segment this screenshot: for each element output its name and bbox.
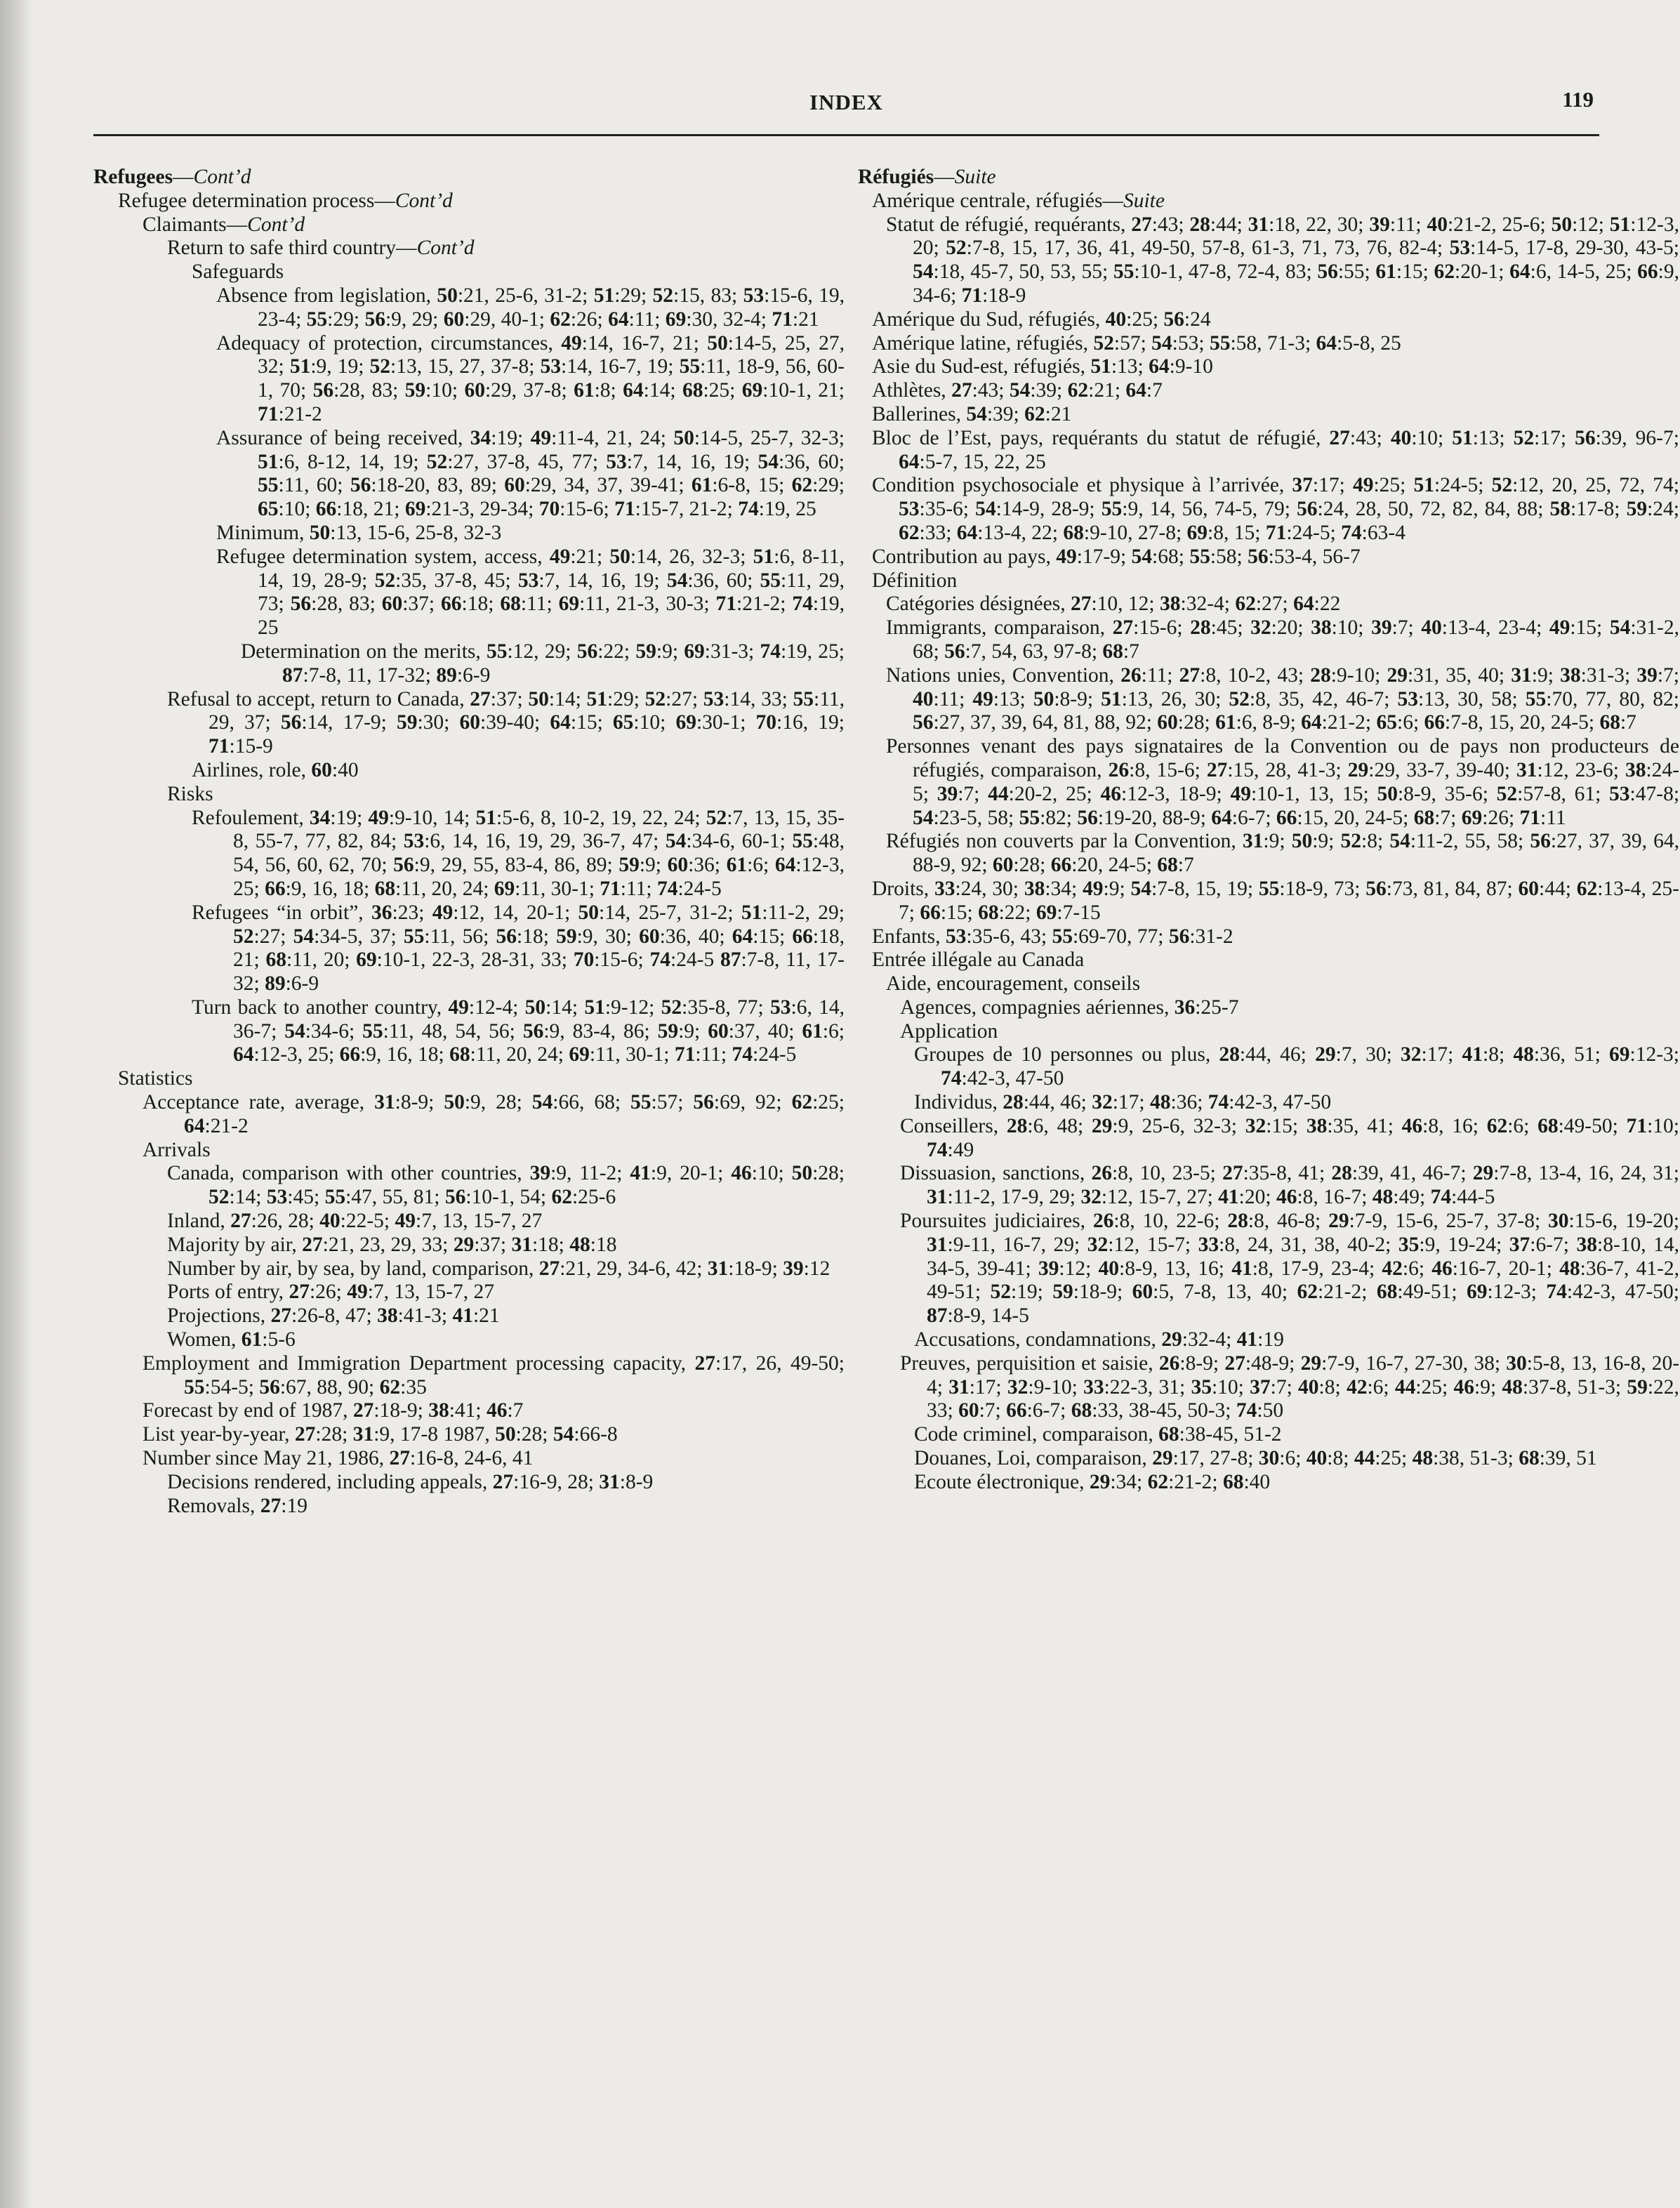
index-entry: Conseillers, 28:6, 48; 29:9, 25-6, 32-3; 32:15; 38:35, 41; 46:8, 16; 62:6; 68:49-50; 71:10; 74:49 <box>900 1114 1679 1161</box>
index-entry: Douanes, Loi, comparaison, 29:17, 27-8; 30:6; 40:8; 44:25; 48:38, 51-3; 68:39, 51 <box>914 1447 1597 1470</box>
index-entry: Définition <box>872 569 958 592</box>
index-entry: Athlètes, 27:43; 54:39; 62:21; 64:7 <box>872 379 1163 402</box>
index-entry: Adequacy of protection, circumstances, 49:14, 16-7, 21; 50:14-5, 25, 27, 32; 51:9, 19; 52:13, 15, 27, 37-8; 53:14, 16-7, 19; 55:11, 18-9, 56, 60-1, 70; 56:28, 83; 59:10; 60:29, 37-8; 61:8; 64:14; 68:25; 69:10-1, 21; 71:21-2 <box>216 331 845 425</box>
index-entry: Claimants—Cont’d <box>143 213 305 236</box>
index-entry: Personnes venant des pays signataires de la Convention ou de pays non producteurs de réfugiés, comparaison, 26:8, 15-6; 27:15, 28, 41-3; 29:29, 33-7, 39-40; 31:12, 23-6; 38:24-5; 39:7; 44:20-2, 25; 46:12-3, 18-9; 49:10-1, 13, 15; 50:8-9, 35-6; 52:57-8, 61; 53:47-8; 54:23-5, 58; 55:82; 56:19-20, 88-9; 64:6-7; 66:15, 20, 24-5; 68:7; 69:26; 71:11 <box>886 735 1680 829</box>
index-entry: Removals, 27:19 <box>167 1494 307 1517</box>
index-entry: Minimum, 50:13, 15-6, 25-8, 32-3 <box>216 521 502 544</box>
index-entry: Refugee determination system, access, 49:21; 50:14, 26, 32-3; 51:6, 8-11, 14, 19, 28-9; 52:35, 37-8, 45; 53:7, 14, 16, 19; 54:36, 60; 55:11, 29, 73; 56:28, 83; 60:37; 66:18; 68:11; 69:11, 21-3, 30-3; 71:21-2; 74:19, 25 <box>216 545 845 640</box>
index-entry: Amérique latine, réfugiés, 52:57; 54:53; 55:58, 71-3; 64:5-8, 25 <box>872 331 1401 355</box>
index-entry: Forecast by end of 1987, 27:18-9; 38:41; 46:7 <box>143 1399 524 1422</box>
index-entry: Application <box>900 1019 998 1043</box>
index-entry: Refugees “in orbit”, 36:23; 49:12, 14, 20-1; 50:14, 25-7, 31-2; 51:11-2, 29; 52:27; 54:34-5, 37; 55:11, 56; 56:18; 59:9, 30; 60:36, 40; 64:15; 66:18, 21; 68:11, 20; 69:10-1, 22-3, 28-31, 33; 70:15-6; 74:24-5 87:7-8, 11, 17-32; 89:6-9 <box>192 901 845 996</box>
index-entry: Aide, encouragement, conseils <box>886 972 1141 996</box>
index-entry: Number since May 21, 1986, 27:16-8, 24-6, 41 <box>143 1447 534 1470</box>
page-title: INDEX <box>809 90 883 114</box>
index-entry: Accusations, condamnations, 29:32-4; 41:19 <box>914 1328 1284 1351</box>
index-entry: Condition psychosociale et physique à l’arrivée, 37:17; 49:25; 51:24-5; 52:12, 20, 25, 72, 74; 53:35-6; 54:14-9, 28-9; 55:9, 14, 56, 74-5, 79; 56:24, 28, 50, 72, 82, 84, 88; 58:17-8; 59:24; 62:33; 64:13-4, 22; 68:9-10, 27-8; 69:8, 15; 71:24-5; 74:63-4 <box>872 474 1680 544</box>
index-entry: Agences, compagnies aériennes, 36:25-7 <box>900 996 1239 1019</box>
page-number: 119 <box>1562 87 1594 112</box>
index-entry: Ballerines, 54:39; 62:21 <box>872 402 1072 425</box>
index-entry: Poursuites judiciaires, 26:8, 10, 22-6; 28:8, 46-8; 29:7-9, 15-6, 25-7, 37-8; 30:15-6, 19-20; 31:9-11, 16-7, 29; 32:12, 15-7; 33:8, 24, 31, 38, 40-2; 35:9, 19-24; 37:6-7; 38:8-10, 14, 34-5, 39-41; 39:12; 40:8-9, 13, 16; 41:8, 17-9, 23-4; 42:6; 46:16-7, 20-1; 48:36-7, 41-2, 49-51; 52:19; 59:18-9; 60:5, 7-8, 13, 40; 62:21-2; 68:49-51; 69:12-3; 74:42-3, 47-50; 87:8-9, 14-5 <box>900 1210 1680 1328</box>
index-entry: Risks <box>167 782 213 805</box>
index-entry: Employment and Immigration Department processing capacity, 27:17, 26, 49-50; 55:54-5; 56:67, 88, 90; 62:35 <box>143 1351 845 1399</box>
index-entry: Airlines, role, 60:40 <box>192 758 359 781</box>
index-entry: Refugee determination process—Cont’d <box>118 189 453 212</box>
index-entry: Safeguards <box>192 260 284 284</box>
index-entry: Ports of entry, 27:26; 49:7, 13, 15-7, 27 <box>167 1281 494 1304</box>
index-entry: Refoulement, 34:19; 49:9-10, 14; 51:5-6, 8, 10-2, 19, 22, 24; 52:7, 13, 15, 35-8, 55-7, 77, 82, 84; 53:6, 14, 16, 19, 29, 36-7, 47; 54:34-6, 60-1; 55:48, 54, 56, 60, 62, 70; 56:9, 29, 55, 83-4, 86, 89; 59:9; 60:36; 61:6; 64:12-3, 25; 66:9, 16, 18; 68:11, 20, 24; 69:11, 30-1; 71:11; 74:24-5 <box>192 806 845 900</box>
right-column <box>858 166 1679 1495</box>
index-entry: Return to safe third country—Cont’d <box>167 237 475 260</box>
index-entry: Number by air, by sea, by land, comparison, 27:21, 29, 34-6, 42; 31:18-9; 39:12 <box>167 1257 831 1280</box>
index-entry: Enfants, 53:35-6, 43; 55:69-70, 77; 56:31-2 <box>872 925 1233 948</box>
index-entry: Bloc de l’Est, pays, requérants du statut de réfugié, 27:43; 40:10; 51:13; 52:17; 56:39, 96-7; 64:5-7, 15, 22, 25 <box>872 426 1679 473</box>
index-entry: Preuves, perquisition et saisie, 26:8-9; 27:48-9; 29:7-9, 16-7, 27-30, 38; 30:5-8, 13, 16-8, 20-4; 31:17; 32:9-10; 33:22-3, 31; 35:10; 37:7; 40:8; 42:6; 44:25; 46:9; 48:37-8, 51-3; 59:22, 33; 60:7; 66:6-7; 68:33, 38-45, 50-3; 74:50 <box>900 1351 1680 1422</box>
index-entry: Statistics <box>118 1067 193 1090</box>
index-entry: Inland, 27:26, 28; 40:22-5; 49:7, 13, 15-7, 27 <box>167 1210 543 1233</box>
index-entry: Amérique centrale, réfugiés—Suite <box>872 189 1165 212</box>
index-entry: Projections, 27:26-8, 47; 38:41-3; 41:21 <box>167 1304 500 1328</box>
index-entry: Individus, 28:44, 46; 32:17; 48:36; 74:42-3, 47-50 <box>914 1091 1332 1114</box>
index-entry: Entrée illégale au Canada <box>872 948 1085 972</box>
index-entry: Dissuasion, sanctions, 26:8, 10, 23-5; 27:35-8, 41; 28:39, 41, 46-7; 29:7-8, 13-4, 16, 24, 31; 31:11-2, 17-9, 29; 32:12, 15-7, 27; 41:20; 46:8, 16-7; 48:49; 74:44-5 <box>900 1162 1679 1209</box>
index-entry: Réfugiés—Suite <box>858 166 996 188</box>
index-entry: Turn back to another country, 49:12-4; 50:14; 51:9-12; 52:35-8, 77; 53:6, 14, 36-7; 54:34-6; 55:11, 48, 54, 56; 56:9, 83-4, 86; 59:9; 60:37, 40; 61:6; 64:12-3, 25; 66:9, 16, 18; 68:11, 20, 24; 69:11, 30-1; 71:11; 74:24-5 <box>192 996 845 1066</box>
binding-shadow <box>0 0 32 2208</box>
index-entry: Catégories désignées, 27:10, 12; 38:32-4; 62:27; 64:22 <box>886 593 1341 616</box>
index-entry: Acceptance rate, average, 31:8-9; 50:9, 28; 54:66, 68; 55:57; 56:69, 92; 62:25; 64:21-2 <box>143 1091 845 1137</box>
index-entry: Majority by air, 27:21, 23, 29, 33; 29:37; 31:18; 48:18 <box>167 1233 617 1256</box>
index-entry: Nations unies, Convention, 26:11; 27:8, 10-2, 43; 28:9-10; 29:31, 35, 40; 31:9; 38:31-3; 39:7; 40:11; 49:13; 50:8-9; 51:13, 26, 30; 52:8, 35, 42, 46-7; 53:13, 30, 58; 55:70, 77, 80, 82; 56:27, 37, 39, 64, 81, 88, 92; 60:28; 61:6, 8-9; 64:21-2; 65:6; 66:7-8, 15, 20, 24-5; 68:7 <box>886 663 1680 734</box>
index-entry: Code criminel, comparaison, 68:38-45, 51-2 <box>914 1423 1282 1446</box>
index-entry: Amérique du Sud, réfugiés, 40:25; 56:24 <box>872 308 1211 331</box>
index-entry: Arrivals <box>143 1138 211 1161</box>
index-entry: Asie du Sud-est, réfugiés, 51:13; 64:9-10 <box>872 355 1213 378</box>
index-entry: Groupes de 10 personnes ou plus, 28:44, 46; 29:7, 30; 32:17; 41:8; 48:36, 51; 69:12-3; 74:42-3, 47-50 <box>914 1043 1679 1090</box>
index-entry: Refugees—Cont’d <box>93 166 251 188</box>
index-entry: Réfugiés non couverts par la Convention, 31:9; 50:9; 52:8; 54:11-2, 55, 58; 56:27, 37, 39, 64, 88-9, 92; 60:28; 66:20, 24-5; 68:7 <box>886 830 1680 877</box>
header-rule <box>93 134 1599 136</box>
page-header <box>93 84 1599 133</box>
index-entry: Women, 61:5-6 <box>167 1328 296 1351</box>
index-entry: Absence from legislation, 50:21, 25-6, 31-2; 51:29; 52:15, 83; 53:15-6, 19, 23-4; 55:29; 56:9, 29; 60:29, 40-1; 62:26; 64:11; 69:30, 32-4; 71:21 <box>216 284 845 331</box>
index-entry: Statut de réfugié, requérants, 27:43; 28:44; 31:18, 22, 30; 39:11; 40:21-2, 25-6; 50:12; 51:12-3, 20; 52:7-8, 15, 17, 36, 41, 49-50, 57-8, 61-3, 71, 73, 76, 82-4; 53:14-5, 17-8, 29-30, 43-5; 54:18, 45-7, 50, 53, 55; 55:10-1, 47-8, 72-4, 83; 56:55; 61:15; 62:20-1; 64:6, 14-5, 25; 66:9, 34-6; 71:18-9 <box>886 213 1680 307</box>
index-entry: Determination on the merits, 55:12, 29; 56:22; 59:9; 69:31-3; 74:19, 25; 87:7-8, 11, 17-32; 89:6-9 <box>241 640 845 687</box>
index-entry: Droits, 33:24, 30; 38:34; 49:9; 54:7-8, 15, 19; 55:18-9, 73; 56:73, 81, 84, 87; 60:44; 62:13-4, 25-7; 66:15; 68:22; 69:7-15 <box>872 877 1680 924</box>
left-column <box>93 166 845 1518</box>
index-entry: Contribution au pays, 49:17-9; 54:68; 55:58; 56:53-4, 56-7 <box>872 545 1361 568</box>
index-entry: Decisions rendered, including appeals, 27:16-9, 28; 31:8-9 <box>167 1470 654 1493</box>
index-entry: Assurance of being received, 34:19; 49:11-4, 21, 24; 50:14-5, 25-7, 32-3; 51:6, 8-12, 14, 19; 52:27, 37-8, 45, 77; 53:7, 14, 16, 19; 54:36, 60; 55:11, 60; 56:18-20, 83, 89; 60:29, 34, 37, 39-41; 61:6-8, 15; 62:29; 65:10; 66:18, 21; 69:21-3, 29-34; 70:15-6; 71:15-7, 21-2; 74:19, 25 <box>216 426 845 521</box>
index-entry: Canada, comparison with other countries, 39:9, 11-2; 41:9, 20-1; 46:10; 50:28; 52:14; 53:45; 55:47, 55, 81; 56:10-1, 54; 62:25-6 <box>167 1162 845 1209</box>
index-entry: List year-by-year, 27:28; 31:9, 17-8 1987, 50:28; 54:66-8 <box>143 1423 618 1446</box>
index-entry: Refusal to accept, return to Canada, 27:37; 50:14; 51:29; 52:27; 53:14, 33; 55:11, 29, 37; 56:14, 17-9; 59:30; 60:39-40; 64:15; 65:10; 69:30-1; 70:16, 19; 71:15-9 <box>167 687 845 758</box>
index-entry: Immigrants, comparaison, 27:15-6; 28:45; 32:20; 38:10; 39:7; 40:13-4, 23-4; 49:15; 54:31-2, 68; 56:7, 54, 63, 97-8; 68:7 <box>886 616 1679 663</box>
index-entry: Ecoute électronique, 29:34; 62:21-2; 68:40 <box>914 1470 1271 1493</box>
